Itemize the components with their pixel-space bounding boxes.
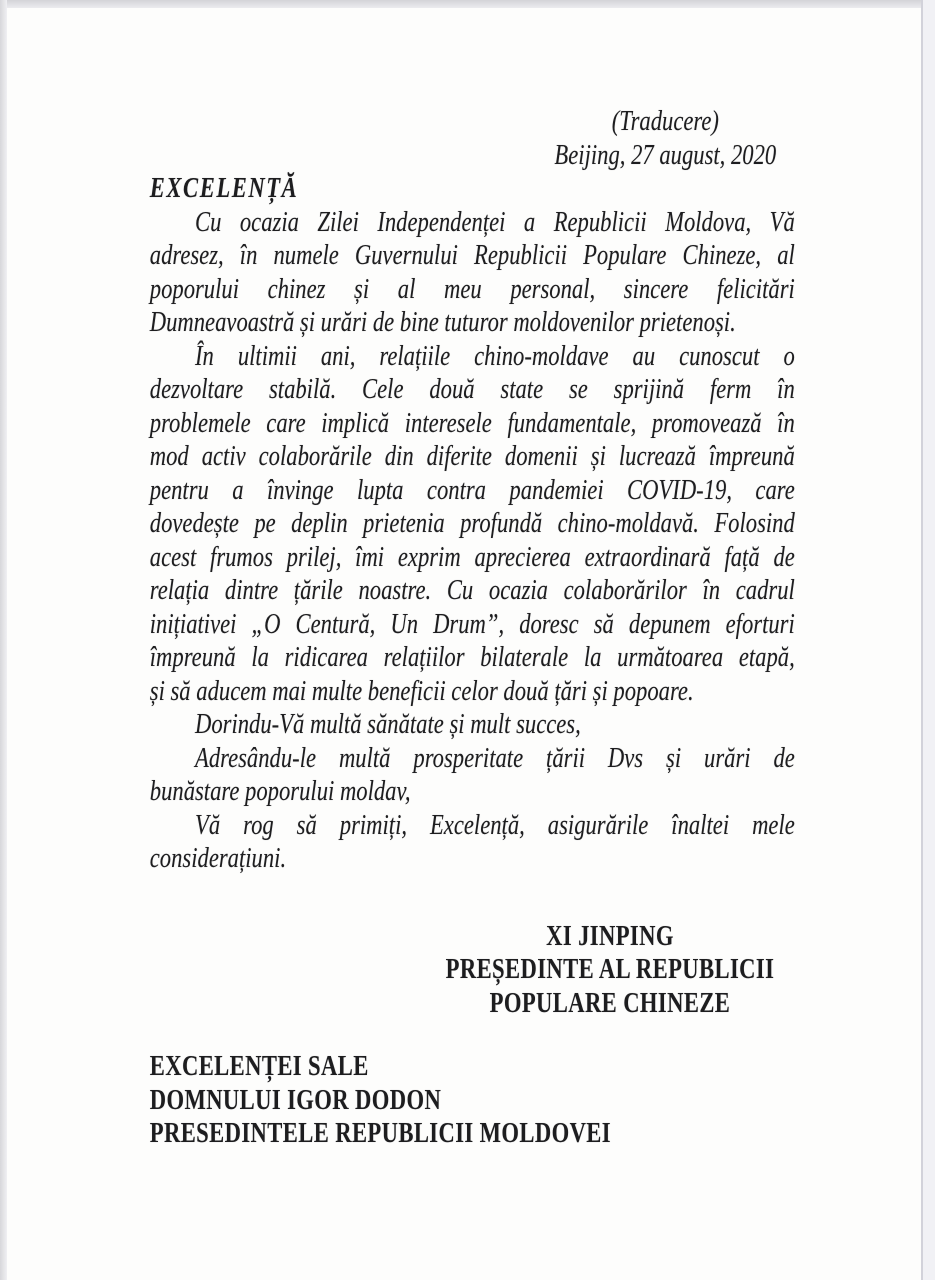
paragraph bbox=[150, 206, 795, 340]
paragraph bbox=[150, 742, 795, 809]
text-line: poporului chinez și al meu personal, sincere felicitări bbox=[149, 272, 795, 305]
paragraph bbox=[150, 340, 795, 709]
text-line: În ultimii ani, relațiile chino-moldave au cunoscut o bbox=[195, 339, 795, 372]
letter-body bbox=[150, 206, 795, 876]
dateline: Beijing, 27 august, 2020 bbox=[554, 138, 777, 171]
text-line: EXCELENȚEI SALE bbox=[149, 1050, 369, 1082]
text-line: inițiativei „O Centură, Un Drum”, doresc să depunem eforturi bbox=[149, 607, 795, 640]
text-line: și să aducem mai multe beneficii celor două țări și popoare. bbox=[149, 674, 694, 707]
text-line: Dorindu-Vă multă sănătate și mult succes, bbox=[195, 708, 581, 740]
text-line: mod activ colaborările din diferite domenii și lucrează împreună bbox=[149, 440, 795, 472]
text-line: Cu ocazia Zilei Independenței a Republicii Moldova, Vă bbox=[195, 205, 795, 238]
text-line: pentru a învinge lupta contra pandemiei COVID-19, care bbox=[149, 473, 795, 506]
dateline-block bbox=[536, 105, 795, 172]
salutation: EXCELENȚĂ bbox=[149, 172, 299, 204]
text-line: bunăstare poporului moldav, bbox=[149, 775, 411, 807]
text-line: Dumneavoastră și urări de bine tuturor moldovenilor prietenoși. bbox=[149, 306, 736, 338]
text-line: Vă rog să primiți, Excelență, asigurările înaltei mele bbox=[195, 808, 795, 841]
text-line: DOMNULUI IGOR DODON bbox=[149, 1083, 442, 1116]
text-line: adresez, în numele Guvernului Republicii Populare Chineze, al bbox=[149, 239, 795, 271]
text-line: problemele care implică interesele fundamentale, promovează în bbox=[149, 406, 795, 439]
paragraph bbox=[150, 708, 795, 742]
signature-block bbox=[425, 920, 795, 1021]
letter-content bbox=[150, 105, 795, 1151]
text-line: PREȘEDINTE AL REPUBLICII bbox=[445, 953, 775, 985]
text-line: considerațiuni. bbox=[149, 842, 287, 874]
text-line: acest frumos prilej, îmi exprim aprecierea extraordinară față de bbox=[149, 540, 795, 573]
text-line: împreună la ridicarea relațiilor bilaterale la următoarea etapă, bbox=[149, 641, 795, 673]
text-line: relația dintre țările noastre. Cu ocazia colaborărilor în cadrul bbox=[149, 574, 795, 606]
text-line: dovedește pe deplin prietenia profundă chino-moldavă. Folosind bbox=[149, 507, 795, 539]
text-line: dezvoltare stabilă. Cele două state se sprijină ferm în bbox=[149, 373, 795, 405]
paragraph bbox=[150, 809, 795, 876]
translation-note: (Traducere) bbox=[611, 105, 719, 137]
addressee-block bbox=[150, 1050, 795, 1151]
text-line: Adresându-le multă prosperitate țării Dvs și urări de bbox=[195, 741, 795, 774]
text-line: XI JINPING bbox=[546, 919, 674, 952]
text-line: PRESEDINTELE REPUBLICII MOLDOVEI bbox=[149, 1117, 611, 1149]
text-line: POPULARE CHINEZE bbox=[489, 986, 731, 1019]
